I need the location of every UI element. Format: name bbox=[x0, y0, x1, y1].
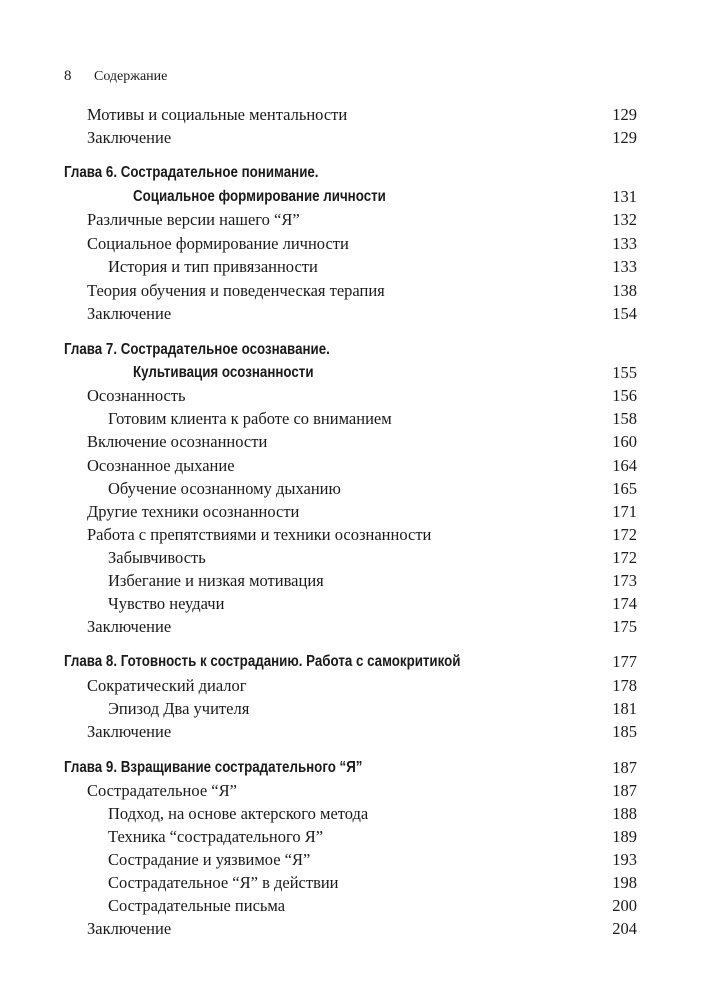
toc-entry bbox=[0, 455, 703, 477]
running-head-title: Содержание bbox=[94, 69, 168, 84]
toc-entry-page: 175 bbox=[612, 617, 637, 636]
toc-entry-page: 172 bbox=[612, 548, 637, 567]
toc-entry-page: 155 bbox=[612, 363, 637, 382]
toc-entry-title: Мотивы и социальные ментальности bbox=[87, 105, 348, 124]
toc-entry bbox=[0, 918, 703, 940]
toc-entry-page: 171 bbox=[612, 502, 637, 521]
toc-subentry bbox=[0, 849, 703, 871]
toc-entry-page: 187 bbox=[612, 758, 637, 777]
toc-chapter-title: Культивация осознанности bbox=[133, 364, 314, 381]
toc-entry-page: 129 bbox=[612, 128, 637, 147]
toc-entry bbox=[0, 303, 703, 325]
toc-entry-title: Осознанность bbox=[87, 386, 186, 405]
toc-entry-title: История и тип привязанности bbox=[108, 257, 318, 276]
toc-entry-page: 164 bbox=[612, 456, 637, 475]
toc-entry bbox=[0, 233, 703, 255]
toc-entry-page: 129 bbox=[612, 105, 637, 124]
toc-entry-page: 132 bbox=[612, 210, 637, 229]
toc-entry-page: 187 bbox=[612, 781, 637, 800]
toc-subentry bbox=[0, 826, 703, 848]
toc-entry-title: Сострадательное “Я” в действии bbox=[108, 873, 339, 892]
toc-entry-page: 189 bbox=[612, 827, 637, 846]
toc-subentry bbox=[0, 256, 703, 278]
toc-entry-page: 165 bbox=[612, 479, 637, 498]
toc-chapter-heading bbox=[0, 362, 703, 384]
toc-entry-title: Включение осознанности bbox=[87, 432, 268, 451]
toc-entry-page: 181 bbox=[612, 699, 637, 718]
toc-entry-title: Заключение bbox=[87, 722, 172, 741]
toc-entry-title: Готовим клиента к работе со вниманием bbox=[108, 409, 392, 428]
toc-entry-page: 172 bbox=[612, 525, 637, 544]
toc-entry-page: 177 bbox=[612, 652, 637, 671]
toc-chapter-heading bbox=[0, 186, 703, 208]
toc-entry-page: 154 bbox=[612, 304, 637, 323]
toc-entry-page: 160 bbox=[612, 432, 637, 451]
toc-subentry bbox=[0, 872, 703, 894]
toc-entry-title: Эпизод Два учителя bbox=[108, 699, 250, 718]
toc-entry bbox=[0, 385, 703, 407]
toc-entry-title: Сострадательное “Я” bbox=[87, 781, 237, 800]
toc-entry-page: 156 bbox=[612, 386, 637, 405]
toc-entry-page: 158 bbox=[612, 409, 637, 428]
toc-entry-title: Забывчивость bbox=[108, 548, 206, 567]
toc-entry-title: Сократический диалог bbox=[87, 676, 247, 695]
toc-entry-page: 133 bbox=[612, 234, 637, 253]
toc-entry bbox=[0, 501, 703, 523]
toc-chapter-title: Глава 8. Готовность к состраданию. Работа с самокритикой bbox=[64, 653, 461, 670]
toc-entry bbox=[0, 104, 703, 126]
toc-entry-title: Другие техники осознанности bbox=[87, 502, 300, 521]
toc-chapter-heading bbox=[0, 651, 703, 673]
toc-subentry bbox=[0, 895, 703, 917]
toc-entry-title: Заключение bbox=[87, 919, 172, 938]
toc-entry-title: Подход, на основе актерского метода bbox=[108, 804, 369, 823]
toc-entry-title: Избегание и низкая мотивация bbox=[108, 571, 324, 590]
toc-entry-page: 188 bbox=[612, 804, 637, 823]
toc-entry-title: Заключение bbox=[87, 304, 172, 323]
toc-entry-title: Чувство неудачи bbox=[108, 594, 225, 613]
toc-entry-title: Сострадательные письма bbox=[108, 896, 286, 915]
toc-entry-title: Сострадание и уязвимое “Я” bbox=[108, 850, 311, 869]
toc-subentry bbox=[0, 547, 703, 569]
toc-entry-page: 185 bbox=[612, 722, 637, 741]
toc-entry-title: Работа с препятствиями и техники осознанности bbox=[87, 525, 432, 544]
toc-entry-page: 138 bbox=[612, 281, 637, 300]
toc-entry-page: 133 bbox=[612, 257, 637, 276]
toc-entry-title: Обучение осознанному дыханию bbox=[108, 479, 341, 498]
toc-entry bbox=[0, 721, 703, 743]
toc-entry-title: Социальное формирование личности bbox=[87, 234, 349, 253]
toc-entry bbox=[0, 780, 703, 802]
toc-entry bbox=[0, 675, 703, 697]
toc-entry-title: Теория обучения и поведенческая терапия bbox=[87, 281, 385, 300]
toc-subentry bbox=[0, 698, 703, 720]
toc-entry bbox=[0, 524, 703, 546]
toc-entry bbox=[0, 209, 703, 231]
toc-entry-page: 193 bbox=[612, 850, 637, 869]
toc-subentry bbox=[0, 803, 703, 825]
toc-entry-title: Различные версии нашего “Я” bbox=[87, 210, 300, 229]
toc-subentry bbox=[0, 408, 703, 430]
toc-entry bbox=[0, 616, 703, 638]
running-head bbox=[64, 66, 167, 87]
toc-chapter-title: Глава 7. Сострадательное осознавание. bbox=[64, 341, 330, 358]
toc-subentry bbox=[0, 478, 703, 500]
toc-entry-page: 200 bbox=[612, 896, 637, 915]
page-number: 8 bbox=[64, 68, 72, 84]
toc-chapter-title: Социальное формирование личности bbox=[133, 188, 386, 205]
toc-chapter-heading bbox=[0, 339, 703, 361]
toc-chapter-title: Глава 6. Сострадательное понимание. bbox=[64, 164, 319, 181]
toc-entry-title: Заключение bbox=[87, 617, 172, 636]
toc-entry bbox=[0, 127, 703, 149]
toc-entry-page: 204 bbox=[612, 919, 637, 938]
toc-entry bbox=[0, 280, 703, 302]
toc-entry-page: 131 bbox=[612, 187, 637, 206]
toc-entry-page: 198 bbox=[612, 873, 637, 892]
toc-entry bbox=[0, 431, 703, 453]
toc-chapter-heading bbox=[0, 757, 703, 779]
toc-entry-title: Техника “сострадательного Я” bbox=[108, 827, 324, 846]
toc-subentry bbox=[0, 593, 703, 615]
toc-entry-page: 178 bbox=[612, 676, 637, 695]
toc-entry-page: 174 bbox=[612, 594, 637, 613]
toc-chapter-title: Глава 9. Взращивание сострадательного “Я” bbox=[64, 759, 363, 776]
toc-entry-page: 173 bbox=[612, 571, 637, 590]
toc-entry-title: Осознанное дыхание bbox=[87, 456, 235, 475]
toc-chapter-heading bbox=[0, 162, 703, 184]
toc-subentry bbox=[0, 570, 703, 592]
toc-entry-title: Заключение bbox=[87, 128, 172, 147]
